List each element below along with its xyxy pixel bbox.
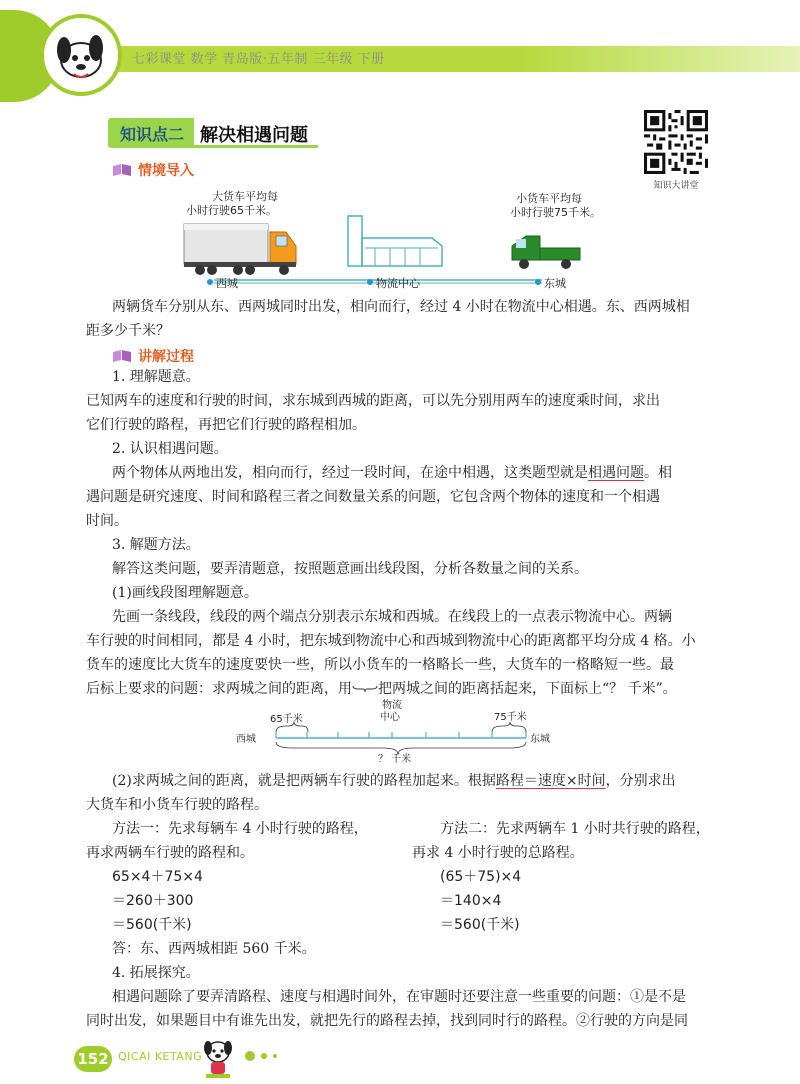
step4-line2: 同时出发，如果题目中有谁先出发，就把先行的路程去掉，找到同时行的路程。②行驶的方向是同 — [86, 1013, 688, 1029]
scenario-heading — [112, 160, 194, 180]
step3-para-line4: 后标上要求的问题：求两城之间的距离，用 把两城之间的距离括起来，下面标上“？ 千米”。 — [86, 681, 677, 697]
method1-line1: 方法一：先求每辆车 4 小时行驶的路程， — [112, 821, 368, 837]
footer-brand: QICAI KETANG — [118, 1050, 203, 1063]
step3-para-line2: 车行驶的时间相同，都是 4 小时，把东城到物流中心和西城到物流中心的距离都平均分成 4 格。小 — [86, 633, 696, 649]
knowledge-point-title — [108, 118, 318, 148]
step3-para-line1: 先画一条线段，线段的两个端点分别表示东城和西城。在线段上的一点表示物流中心。两辆 — [112, 609, 672, 625]
knowledge-point-label: 知识点二 — [108, 118, 194, 148]
decorative-dots-icon — [244, 1050, 284, 1062]
small-truck-note-line2: 小时行驶75千米。 — [510, 206, 601, 219]
knowledge-point-text: 解决相遇问题 — [194, 118, 318, 148]
step3-line1: 解答这类问题，要弄清题意，按照题意画出线段图，分析各数量之间的关系。 — [112, 561, 588, 577]
small-truck-note-line1: 小货车平均每 — [516, 192, 582, 205]
logistics-center-label: 物流中心 — [376, 277, 420, 290]
formula-distance: 路程＝速度×时间 — [495, 773, 606, 789]
step2-line1: 两个物体从两地出发，相向而行，经过一段时间，在途中相遇，这类题型就是相遇问题。相 — [112, 465, 672, 481]
big-truck-note-line1: 大货车平均每 — [212, 190, 278, 203]
qr-caption: 知识大讲堂 — [653, 181, 699, 191]
page-number: 152 — [74, 1046, 112, 1072]
page-header — [0, 0, 800, 100]
solve-line2: 大货车和小货车行驶的路程。 — [86, 797, 268, 813]
scenario-illustration — [180, 186, 620, 294]
step2-title: 2. 认识相遇问题。 — [112, 441, 228, 457]
brace-symbol-icon — [352, 684, 378, 694]
step2-line2: 遇问题是研究速度、时间和路程三者之间数量关系的问题，它包含两个物体的速度和一个相遇 — [86, 489, 660, 505]
step2-line3: 时间。 — [86, 513, 128, 529]
qr-code-icon[interactable] — [644, 110, 708, 174]
line-segment-diagram — [232, 698, 572, 764]
method1-expr3: ＝560(千米) — [112, 917, 192, 933]
method2-expr3: ＝560(千米) — [440, 917, 520, 933]
diagram-center-label-1: 物流 — [382, 700, 402, 711]
method1-line2: 再求两辆车行驶的路程和。 — [86, 845, 254, 861]
explain-heading-text: 讲解过程 — [138, 349, 194, 365]
step3-title: 3. 解题方法。 — [112, 537, 200, 553]
east-city-label: 东城 — [544, 277, 566, 290]
scenario-heading-text: 情境导入 — [138, 163, 194, 179]
step3-sub1: (1)画线段图理解题意。 — [112, 585, 258, 601]
big-truck-icon — [184, 224, 296, 275]
explain-heading — [112, 346, 194, 366]
logistics-center-icon — [348, 216, 442, 266]
big-truck-note-line2: 小时行驶65千米。 — [186, 204, 277, 217]
diagram-left-speed: 65千米 — [270, 714, 303, 725]
step1-line2: 它们行驶的路程，再把它们行驶的路程相加。 — [86, 417, 366, 433]
diagram-question: ？ 千米 — [378, 754, 412, 764]
book-icon — [112, 350, 132, 362]
step4-line1: 相遇问题除了要弄清路程、速度与相遇时间外，在审题时还要注意一些重要的问题：①是不是 — [112, 989, 686, 1005]
problem-line-2: 距多少千米？ — [86, 323, 170, 339]
book-icon — [112, 164, 132, 176]
mascot-badge — [40, 14, 122, 96]
diagram-right-speed: 75千米 — [494, 712, 527, 723]
dog-mascot-icon — [44, 18, 118, 92]
method1-expr2: ＝260＋300 — [112, 893, 194, 909]
small-truck-icon — [512, 236, 580, 269]
diagram-east-label: 东城 — [530, 734, 550, 745]
method1-expr1: 65×4＋75×4 — [112, 869, 203, 885]
diagram-west-label: 西城 — [236, 734, 256, 745]
dog-mascot-icon — [200, 1036, 236, 1080]
method2-expr1: (65＋75)×4 — [440, 869, 522, 885]
term-meeting-problem: 相遇问题 — [588, 465, 644, 481]
solve-line1: (2)求两城之间的距离，就是把两辆车行驶的路程加起来。根据路程＝速度×时间，分别求出 — [112, 773, 676, 789]
step1-title: 1. 理解题意。 — [112, 369, 200, 385]
west-city-label: 西城 — [216, 277, 238, 290]
step4-title: 4. 拓展探究。 — [112, 965, 200, 981]
answer-line: 答：东、西两城相距 560 千米。 — [112, 941, 316, 957]
book-series-title: 七彩课堂 数学 青岛版·五年制 三年级 下册 — [132, 52, 385, 67]
method2-line1: 方法二：先求两辆车 1 小时共行驶的路程， — [440, 821, 710, 837]
step1-line1: 已知两车的速度和行驶的时间，求东城到西城的距离，可以先分别用两车的速度乘时间，求出 — [86, 393, 660, 409]
diagram-center-label-2: 中心 — [380, 712, 400, 723]
method2-expr2: ＝140×4 — [440, 893, 502, 909]
problem-line-1: 两辆货车分别从东、西两城同时出发，相向而行，经过 4 小时在物流中心相遇。东、西两城相 — [112, 299, 690, 315]
step3-para-line3: 货车的速度比大货车的速度要快一些，所以小货车的一格略长一些，大货车的一格略短一些。最 — [86, 657, 674, 673]
method2-line2: 再求 4 小时行驶的总路程。 — [412, 845, 584, 861]
